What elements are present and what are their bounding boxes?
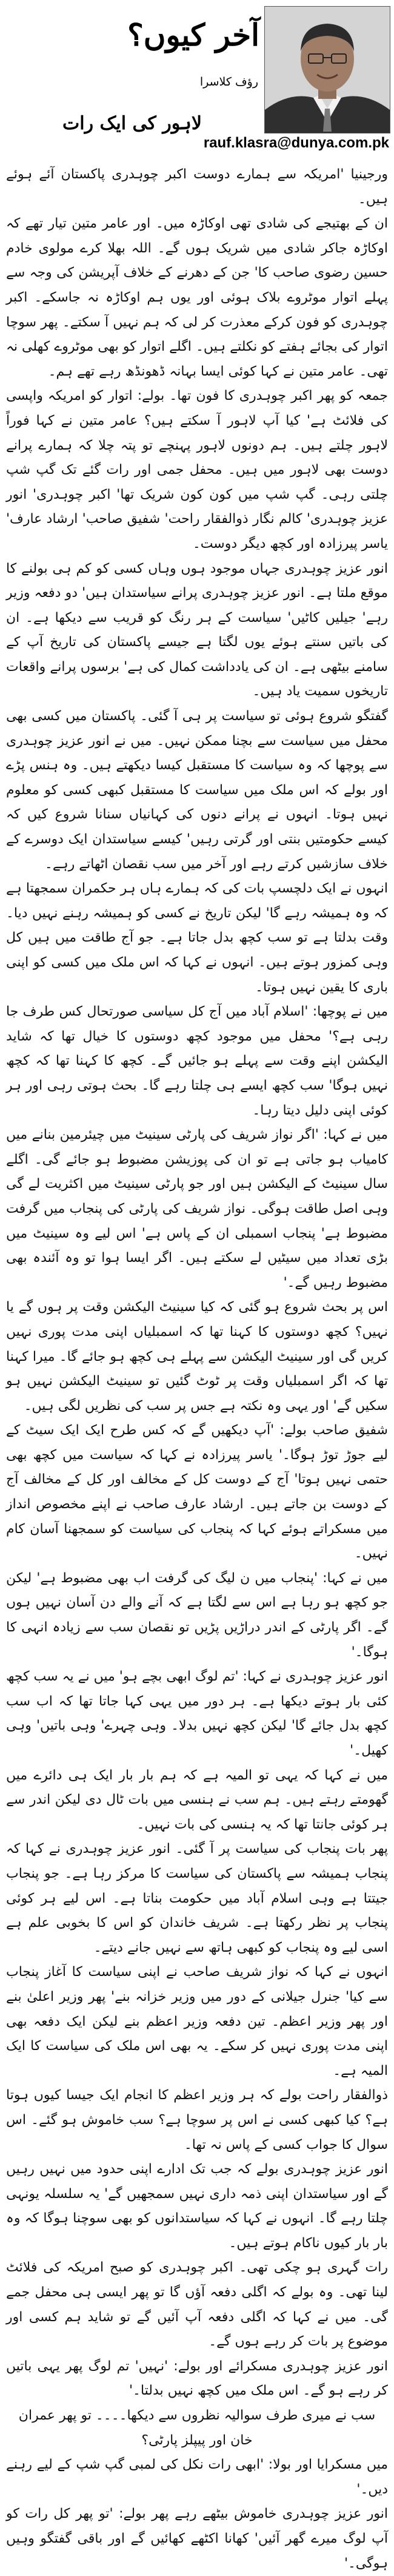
author-email[interactable]: rauf.klasra@dunya.com.pk xyxy=(203,135,389,151)
article-paragraph: سب نے میری طرف سوالیہ نظروں سے دیکھا۔۔۔۔ تو پھر عمران خان اور پیپلز پارٹی؟ xyxy=(18,2408,376,2448)
author-byline: رؤف کلاسرا xyxy=(199,75,258,89)
article-paragraph: اس پر بحث شروع ہو گئی کہ کیا سینیٹ الیکشن وقت پر ہوں گے یا نہیں؟ کچھ دوستوں کا کہنا تھا کہ اسمبلیاں اپنی مدت پوری نہیں کریں گی اور سینیٹ الیکشن سے پہلے ہی کچھ ہو جائے گا۔ میرا کہنا تھا کہ اگر اسمبلیاں وقت پر ٹوٹ گئیں تو سینیٹ الیکشن نہیں ہو سکیں گے' اور یہی وہ نکتہ ہے جس پر سب کی نظریں لگی ہیں۔ xyxy=(6,1300,388,1414)
article-paragraph: ورجینیا 'امریکہ سے ہمارے دوست اکبر چوہدری پاکستان آئے ہوئے ہیں۔ xyxy=(6,167,388,207)
author-portrait-image xyxy=(265,7,390,133)
article-paragraph: انہوں نے کہا کہ نواز شریف صاحب نے اپنی سیاست کا آغاز پنجاب سے کیا' جنرل جیلانی کے دور میں وزیر خزانہ بنے' پھر وزیر اعلیٰ بنے اور پھر وزیر اعظم۔ تین دفعہ وزیر اعظم بنے لیکن ایک دفعہ بھی اپنی مدت پوری نہیں کر سکے۔ یہ بھی اس ملک کی سیاست کا ایک المیہ ہے۔ xyxy=(6,1964,388,2079)
article-paragraph: ان کے بھتیجے کی شادی تھی اوکاڑہ میں۔ اور عامر متین تیار تھے کہ اوکاڑہ جاکر شادی میں شریک ہوں گے۔ اللہ بھلا کرے مولوی خادم حسین رضوی صاحب کا' جن کے دھرنے کے خلاف آپریشن کی وجہ سے پہلے اتوار موٹروے بلاک ہوئی اور یوں ہم اوکاڑہ نہ جاسکے۔ اکبر چوہدری کو فون کرکے معذرت کر لی کہ ہم نہیں آ سکتے۔ پھر سوچا اتوار کی بجائے ہفتے کو نکلتے ہیں۔ اگلے اتوار کو بھی موٹروے کھلی نہ تھی۔ عامر متین نے کہا کوئی ایسا بہانہ ڈھونڈھ رہے تھے ہم۔ xyxy=(6,216,388,379)
article-paragraph: انور عزیز چوہدری بولے کہ جب تک ادارے اپنی حدود میں نہیں رہیں گے اور سیاستدان اپنی ذمہ داری نہیں سمجھیں گے' یہ سلسلہ یونہی چلتا رہے گا۔ انہوں نے کہا کہ سیاستدانوں کو بھی سوچنا ہوگا کہ وہ بار بار کیوں ناکام ہوتے ہیں۔ xyxy=(6,2162,388,2251)
article-paragraph: میں مسکرایا اور بولا: 'ابھی رات نکل کی لمبی گپ شپ کے لیے رہنے دیں۔' xyxy=(6,2457,388,2497)
article-paragraph: گفتگو شروع ہوئی تو سیاست پر ہی آ گئی۔ پاکستان میں کسی بھی محفل میں سیاست سے بچنا ممکن نہیں۔ میں نے انور عزیز چوہدری سے پوچھا کہ وہ سیاست کا مستقبل کیسا دیکھتے ہیں۔ وہ ہنس پڑے اور بولے کہ اس ملک میں سیاست کا مستقبل کبھی کسی کو معلوم نہیں ہوتا۔ انہوں نے پرانے دنوں کی کہانیاں سنانا شروع کیں کہ کیسے حکومتیں بنتی اور گرتی رہیں' کیسے سیاستدان ایک دوسرے کے خلاف سازشیں کرتے رہے اور آخر میں سب نقصان اٹھاتے رہے۔ xyxy=(6,709,388,872)
author-photo xyxy=(264,6,390,133)
article-paragraph: میں نے کہا کہ یہی تو المیہ ہے کہ ہم بار بار ایک ہی دائرے میں گھومتے رہتے ہیں۔ ہم سب نے ہنسی میں بات ٹال دی لیکن اندر سے ہر کوئی جانتا تھا کہ یہ ہنسی کی بات نہیں۔ xyxy=(6,1767,388,1832)
article-paragraph: میں نے کہا: 'پنجاب میں ن لیگ کی گرفت اب بھی مضبوط ہے' لیکن جو کچھ ہو رہا ہے اس سے لگتا ہے کہ آنے والے دن آسان نہیں ہوں گے۔ اگر پارٹی کے اندر دراڑیں پڑیں تو نقصان سب سے زیادہ انہی کا ہوگا۔' xyxy=(6,1570,388,1660)
article-paragraph: ذوالفقار راحت بولے کہ ہر وزیر اعظم کا انجام ایک جیسا کیوں ہوتا ہے؟ کیا کبھی کسی نے اس پر سوچا ہے؟ سب خاموش ہو گئے۔ اس سوال کا جواب کسی کے پاس نہ تھا۔ xyxy=(6,2088,388,2153)
article-paragraph: انور عزیز چوہدری نے کہا: 'تم لوگ ابھی بچے ہو' میں نے یہ سب کچھ کئی بار ہوتے دیکھا ہے۔ ہر دور میں یہی کہا جاتا تھا کہ اب سب کچھ بدل جائے گا' لیکن کچھ نہیں بدلا۔ وہی چہرے' وہی باتیں' وہی کھیل۔' xyxy=(5,1669,388,1758)
article-paragraph: رات گہری ہو چکی تھی۔ اکبر چوہدری کو صبح امریکہ کی فلائٹ لینا تھی۔ وہ بولے کہ اگلی دفعہ آؤں گا تو پھر ایسی ہی محفل جمے گی۔ میں نے کہا کہ اگلی دفعہ آپ آئیں گے تو شاید ہم کسی اور موضوع پر بات کر رہے ہوں گے۔ xyxy=(6,2260,388,2350)
article-paragraph: انور عزیز چوہدری جہاں موجود ہوں وہاں کسی کو کم ہی بولنے کا موقع ملتا ہے۔ انور عزیز چوہدری پرانے سیاستدان ہیں' دو دفعہ وزیر رہے' جیلیں کاٹیں' سیاست کے ہر رنگ کو قریب سے دیکھا ہے۔ ان کی باتیں سنتے ہوئے یوں لگتا ہے جیسے پاکستان کی تاریخ آپ کے سامنے بیٹھی ہے۔ ان کی یادداشت کمال کی ہے' برسوں پرانے واقعات تاریخوں سمیت یاد ہیں۔ xyxy=(6,561,388,700)
article-paragraph: میں نے کہا: 'اگر نواز شریف کی پارٹی سینیٹ میں چیئرمین بنانے میں کامیاب ہو جاتی ہے تو ان کی پوزیشن مضبوط ہو جائے گی۔ اگلے سال سینیٹ کے الیکشن ہیں اور جو پارٹی سینیٹ میں اکثریت لے گی وہی اصل طاقت ہوگی۔ نواز شریف کی پارٹی کی پنجاب میں گرفت مضبوط ہے' پنجاب اسمبلی ان کے پاس ہے' اس لیے وہ سینیٹ میں بڑی تعداد میں سیٹیں لے سکتے ہیں۔ اگر ایسا ہوا تو وہ آئندہ بھی مضبوط رہیں گے۔' xyxy=(6,1127,388,1290)
article-paragraph: میں نے پوچھا: 'اسلام آباد میں آج کل سیاسی صورتحال کس طرف جا رہی ہے؟' محفل میں موجود کچھ دوستوں کا خیال تھا کہ شاید الیکشن اپنے وقت سے پہلے ہو جائیں گے۔ کچھ کا کہنا تھا کہ کچھ نہیں ہوگا' سب کچھ ایسے ہی چلتا رہے گا۔ بحث ہوتی رہی اور ہر کوئی اپنی دلیل دیتا رہا۔ xyxy=(6,1004,388,1118)
column-logo-title: آخر کیوں؟ xyxy=(127,17,259,53)
article-paragraph: شفیق صاحب بولے: 'آپ دیکھیں گے کہ کس طرح ایک ایک سیٹ کے لیے جوڑ توڑ ہوگا۔' یاسر پیرزادہ نے کہا کہ سیاست میں کچھ بھی حتمی نہیں ہوتا' آج کے دوست کل کے مخالف اور کل کے مخالف آج کے دوست بن جاتے ہیں۔ ارشاد عارف صاحب نے اپنے مخصوص انداز میں مسکراتے ہوئے کہا کہ پنجاب کی سیاست کو سمجھنا آسان کام نہیں۔ xyxy=(6,1423,388,1562)
column-logo xyxy=(127,13,259,69)
article-body xyxy=(5,163,388,2571)
article-paragraph: پھر بات پنجاب کی سیاست پر آ گئی۔ انور عزیز چوہدری نے کہا کہ پنجاب ہمیشہ سے پاکستان کی سیاست کا مرکز رہا ہے۔ جو پنجاب جیتتا ہے وہی اسلام آباد میں حکومت بناتا ہے۔ اس لیے ہر کوئی پنجاب پر نظر رکھتا ہے۔ شریف خاندان کو اس کا بخوبی علم ہے اسی لیے وہ پنجاب کو کبھی ہاتھ سے نہیں جانے دیتے۔ xyxy=(6,1841,388,1955)
article-paragraph: انور عزیز چوہدری مسکرائے اور بولے: 'نہیں' تم لوگ پھر یہی باتیں کر رہے ہو گے۔ اس ملک میں کچھ نہیں بدلتا۔' xyxy=(6,2358,388,2399)
article-headline: لاہور کی ایک رات xyxy=(62,113,202,134)
article-paragraph: جمعہ کو پھر اکبر چوہدری کا فون تھا۔ بولے: اتوار کو امریکہ واپسی کی فلائٹ ہے' کیا آپ لاہور آ سکتے ہیں؟ عامر متین نے کہا فوراً لاہور چلتے ہیں۔ ہم دونوں لاہور پہنچے تو پتہ چلا کہ ہمارے پرانے دوست بھی لاہور میں ہیں۔ محفل جمی اور رات گئے تک گپ شپ چلتی رہی۔ گپ شپ میں کون کون شریک تھا' اکبر چوہدری' انور عزیز چوہدری' کالم نگار ذوالفقار راحت' شفیق صاحب' ارشاد عارف' یاسر پیرزادہ اور کچھ دیگر دوست۔ xyxy=(6,388,388,551)
article-paragraph: انور عزیز چوہدری خاموش بیٹھے رہے پھر بولے: 'تو پھر کل رات کو آپ لوگ میرے گھر آئیں' کھانا اکٹھے کھائیں گے اور باقی گفتگو وہیں ہوگی۔' xyxy=(6,2506,388,2571)
article-paragraph: انہوں نے ایک دلچسپ بات کی کہ ہمارے ہاں ہر حکمران سمجھتا ہے کہ وہ ہمیشہ رہے گا' لیکن تاریخ نے کسی کو ہمیشہ رہنے نہیں دیا۔ وقت بدلتا ہے تو سب کچھ بدل جاتا ہے۔ جو آج طاقت میں ہیں کل وہی کمزور ہوتے ہیں۔ انہوں نے کہا کہ اس ملک میں کسی کو اپنی باری کا یقین نہیں ہوتا۔ xyxy=(6,881,388,995)
column-header xyxy=(5,4,389,149)
